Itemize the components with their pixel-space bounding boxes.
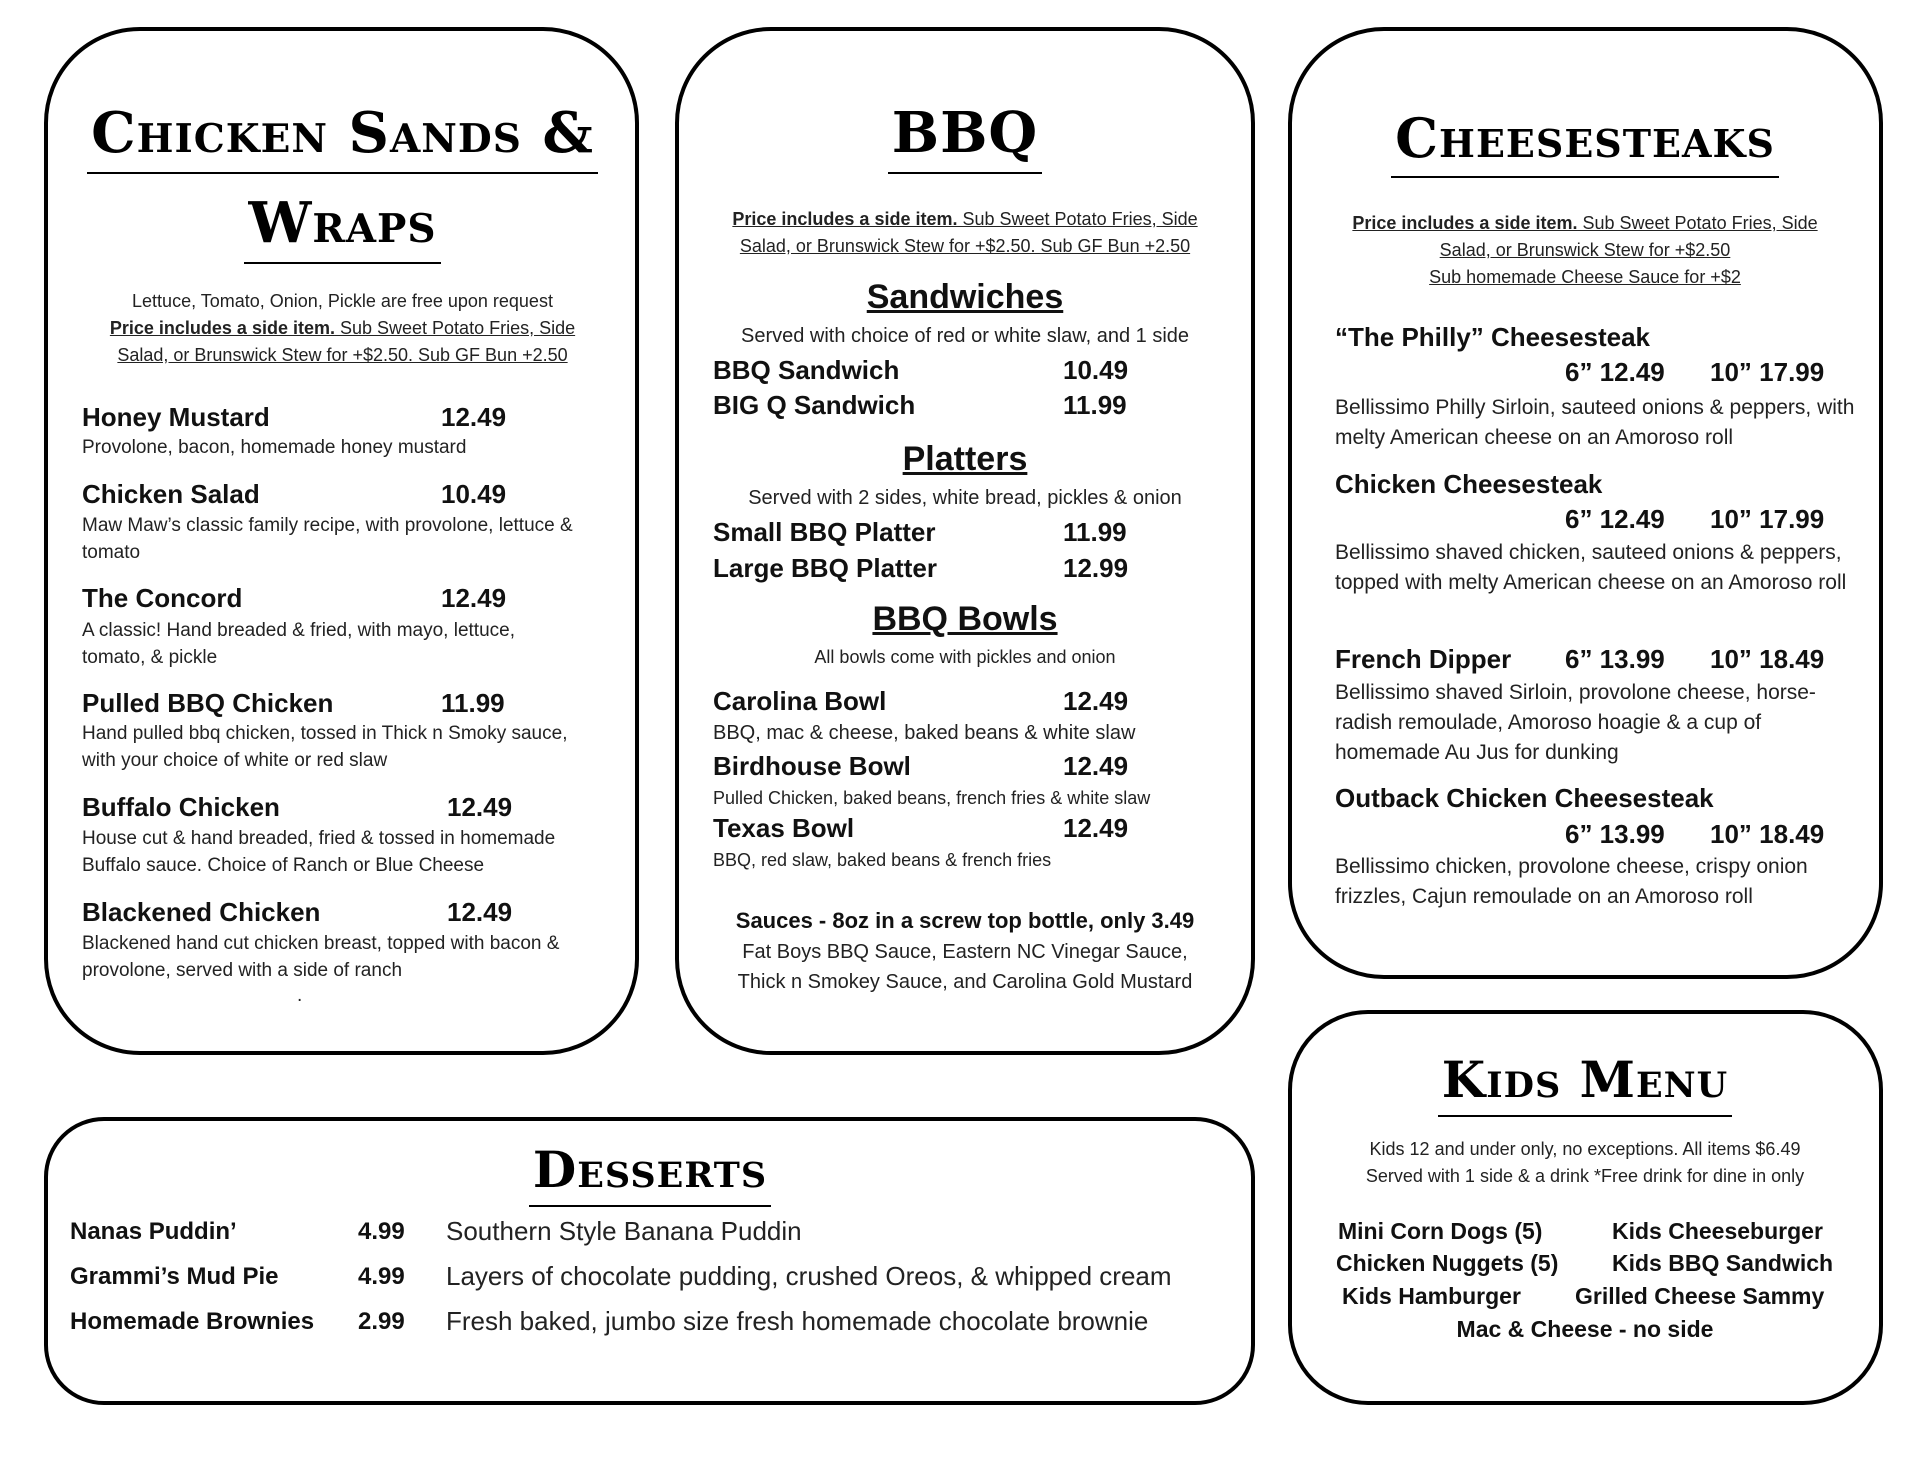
- cheese-item-desc: Bellissimo shaved Sirloin, provolone cheese, horse-radish remoulade, Amoroso hoagie & a cup of homemade Au Jus for dunking: [1335, 681, 1816, 764]
- sauces-heading: Sauces - 8oz in a screw top bottle, only 3.49: [735, 908, 1195, 933]
- chicken-item-desc: Hand pulled bbq chicken, tossed in Thick n Smoky sauce, with your choice of white or red slaw: [82, 723, 568, 771]
- bbq-item-price: 11.99: [1063, 517, 1127, 547]
- kids-note-line1: Kids 12 and under only, no exceptions. All items $6.49: [1369, 1139, 1801, 1159]
- cheese-item-price-10: 10” 17.99: [1710, 357, 1825, 387]
- kids-item: Chicken Nuggets (5): [1336, 1250, 1559, 1276]
- chicken-note-line2: Sub Sweet Potato Fries, Side: [334, 318, 576, 338]
- bbq-item-desc: BBQ, red slaw, baked beans & french fries: [713, 850, 1052, 870]
- bbq-item-name: Carolina Bowl: [713, 686, 887, 716]
- dessert-desc: Fresh baked, jumbo size fresh homemade chocolate brownie: [446, 1306, 1149, 1336]
- chicken-item-price: 10.49: [441, 479, 507, 509]
- bbq-item-name: Birdhouse Bowl: [713, 751, 911, 781]
- bbq-item-name: Small BBQ Platter: [713, 517, 936, 547]
- kids-note-line2: Served with 1 side & a drink *Free drink for dine in only: [1365, 1166, 1805, 1186]
- bbq-item-price: 12.49: [1063, 751, 1129, 781]
- chicken-item-name: Blackened Chicken: [82, 897, 321, 927]
- dessert-price: 2.99: [358, 1308, 405, 1335]
- bbq-note-bold: Price includes a side item.: [732, 209, 958, 229]
- kids-note: [1300, 1136, 1870, 1190]
- chicken-item-desc: House cut & hand breaded, fried & tossed in homemade Buffalo sauce. Choice of Ranch or Blue Cheese: [82, 828, 556, 876]
- chicken-item-name: Chicken Salad: [82, 479, 260, 509]
- cheese-item-price-10: 10” 18.49: [1710, 819, 1825, 849]
- chicken-title-line1: Chicken Sands &: [60, 100, 625, 174]
- sandwiches-heading: Sandwiches: [866, 278, 1064, 316]
- kids-item: Kids BBQ Sandwich: [1612, 1250, 1834, 1276]
- dessert-desc: Layers of chocolate pudding, crushed Oreos, & whipped cream: [446, 1261, 1172, 1291]
- cheese-item-desc: Bellissimo Philly Sirloin, sauteed onions & peppers, with melty American cheese on an Amoroso roll: [1335, 396, 1855, 449]
- chicken-item-price: 11.99: [441, 688, 505, 718]
- cheese-note-bold: Price includes a side item.: [1352, 213, 1578, 233]
- chicken-item-price: 12.49: [441, 583, 507, 613]
- chicken-item-price: 12.49: [447, 897, 513, 927]
- dessert-name: Homemade Brownies: [70, 1308, 315, 1335]
- chicken-note-line3: Salad, or Brunswick Stew for +$2.50. Sub GF Bun +2.50: [117, 345, 568, 365]
- chicken-title-line2: Wraps: [60, 190, 625, 264]
- cheese-note-line3: Sub homemade Cheese Sauce for +$2: [1429, 267, 1741, 287]
- chicken-item-desc: Provolone, bacon, homemade honey mustard: [82, 437, 467, 458]
- cheese-note-line1: Sub Sweet Potato Fries, Side: [1577, 213, 1818, 233]
- chicken-item-price: 12.49: [447, 792, 513, 822]
- dessert-name: Grammi’s Mud Pie: [70, 1263, 279, 1290]
- platters-heading: Platters: [902, 440, 1028, 478]
- sauces-line1: Fat Boys BBQ Sauce, Eastern NC Vinegar Sauce,: [742, 941, 1188, 963]
- bowls-note: All bowls come with pickles and onion: [814, 647, 1116, 667]
- cheese-item-name: “The Philly” Cheesesteak: [1335, 322, 1651, 352]
- kids-item: Kids Hamburger: [1342, 1283, 1521, 1309]
- kids-title: Kids Menu: [1300, 1050, 1870, 1117]
- bbq-item-desc: BBQ, mac & cheese, baked beans & white slaw: [713, 722, 1136, 744]
- bowls-heading: BBQ Bowls: [872, 600, 1058, 638]
- cheesesteaks-title: Cheesesteaks: [1300, 106, 1870, 178]
- cheese-item-name: Outback Chicken Cheesesteak: [1335, 783, 1714, 813]
- kids-item: Kids Cheeseburger: [1612, 1218, 1823, 1244]
- cheese-note-line2: Salad, or Brunswick Stew for +$2.50: [1439, 240, 1731, 260]
- cheese-item-name: French Dipper: [1335, 644, 1512, 674]
- bbq-item-price: 12.49: [1063, 686, 1129, 716]
- chicken-item-desc: A classic! Hand breaded & fried, with mayo, lettuce, tomato, & pickle: [82, 620, 515, 668]
- chicken-item-name: The Concord: [82, 583, 243, 613]
- chicken-item-desc: Blackened hand cut chicken breast, topped with bacon & provolone, served with a side of ranch: [82, 933, 560, 981]
- chicken-side-note: [60, 288, 625, 369]
- cheese-item-price-6: 6” 13.99: [1565, 644, 1665, 674]
- cheese-item-price-10: 10” 17.99: [1710, 504, 1825, 534]
- chicken-item-price: 12.49: [441, 402, 507, 432]
- bbq-item-price: 12.99: [1063, 553, 1129, 583]
- bbq-title: BBQ: [690, 100, 1240, 174]
- dessert-desc: Southern Style Banana Puddin: [446, 1216, 802, 1246]
- chicken-note-bold: Price includes a side item.: [109, 318, 335, 338]
- cheese-item-price-6: 6” 12.49: [1565, 357, 1665, 387]
- cheese-item-name: Chicken Cheesesteak: [1335, 469, 1603, 499]
- sandwiches-note: Served with choice of red or white slaw, and 1 side: [740, 325, 1190, 347]
- bbq-side-note: [690, 206, 1240, 260]
- kids-item: Mac & Cheese - no side: [1456, 1316, 1714, 1342]
- chicken-item-name: Honey Mustard: [82, 402, 270, 432]
- dessert-price: 4.99: [358, 1263, 405, 1290]
- bbq-item-name: Large BBQ Platter: [713, 553, 937, 583]
- cheese-item-price-6: 6” 12.49: [1565, 504, 1665, 534]
- chicken-item-desc: Maw Maw’s classic family recipe, with provolone, lettuce & tomato: [82, 515, 573, 563]
- bbq-item-desc: Pulled Chicken, baked beans, french fries & white slaw: [713, 788, 1151, 808]
- kids-item: Mini Corn Dogs (5): [1338, 1218, 1543, 1244]
- desserts-title: Desserts: [60, 1140, 1240, 1207]
- chicken-trailing-dot: .: [297, 985, 303, 1006]
- bbq-item-name: BIG Q Sandwich: [713, 390, 916, 420]
- cheese-item-desc: Bellissimo chicken, provolone cheese, crispy onion frizzles, Cajun remoulade on an Amoroso roll: [1335, 855, 1808, 908]
- bbq-item-name: BBQ Sandwich: [713, 355, 900, 385]
- sauces-line2: Thick n Smokey Sauce, and Carolina Gold Mustard: [737, 971, 1193, 993]
- bbq-note-line2: Salad, or Brunswick Stew for +$2.50. Sub GF Bun +2.50: [739, 236, 1191, 256]
- dessert-price: 4.99: [358, 1218, 405, 1245]
- cheesesteaks-side-note: [1300, 210, 1870, 291]
- bbq-item-price: 12.49: [1063, 813, 1129, 843]
- cheese-item-price-6: 6” 13.99: [1565, 819, 1665, 849]
- bbq-item-name: Texas Bowl: [713, 813, 855, 843]
- platters-note: Served with 2 sides, white bread, pickles & onion: [748, 487, 1182, 509]
- chicken-item-name: Pulled BBQ Chicken: [82, 688, 334, 718]
- bbq-item-price: 11.99: [1063, 390, 1127, 420]
- chicken-note-line1: Lettuce, Tomato, Onion, Pickle are free upon request: [132, 291, 553, 311]
- cheese-item-desc: Bellissimo shaved chicken, sauteed onions & peppers, topped with melty American cheese on an Amoroso roll: [1335, 541, 1847, 594]
- dessert-name: Nanas Puddin’: [70, 1218, 237, 1245]
- chicken-item-name: Buffalo Chicken: [82, 792, 280, 822]
- cheese-item-price-10: 10” 18.49: [1710, 644, 1825, 674]
- bbq-note-line1: Sub Sweet Potato Fries, Side: [957, 209, 1198, 229]
- kids-item: Grilled Cheese Sammy: [1575, 1283, 1825, 1309]
- bbq-item-price: 10.49: [1063, 355, 1129, 385]
